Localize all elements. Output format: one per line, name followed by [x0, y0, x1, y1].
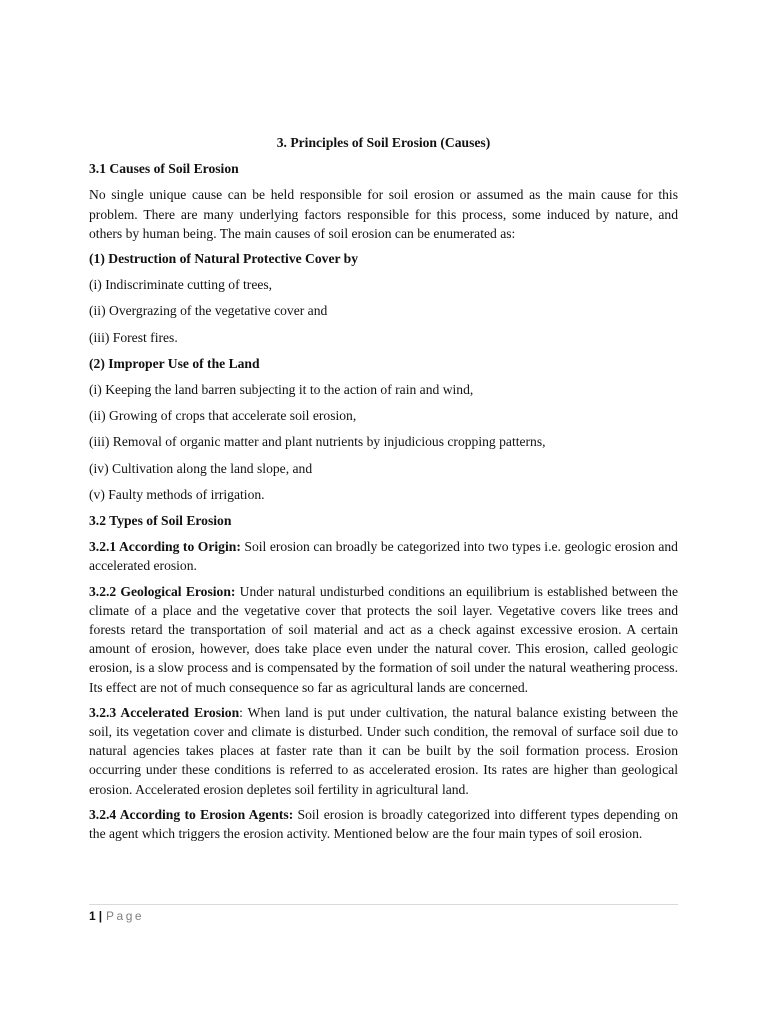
- section-heading-3-2: 3.2 Types of Soil Erosion: [89, 513, 232, 529]
- document-body: [89, 133, 678, 849]
- paragraph-text: Soil erosion is broadly categorized into different types depending on the agent which triggers the erosion activity. Mentioned below are the four main types of soil erosion.: [89, 806, 678, 842]
- footer-separator: |: [98, 909, 103, 923]
- paragraph-text: Soil erosion can broadly be categorized into two types i.e. geologic erosion and accelerated erosion.: [89, 539, 678, 574]
- paragraph-lead: 3.2.3 Accelerated Erosion: [89, 704, 240, 720]
- page-footer: [89, 904, 678, 924]
- cause-2-item: (ii) Growing of crops that accelerate soil erosion,: [89, 408, 357, 424]
- section-heading-3-1: 3.1 Causes of Soil Erosion: [89, 161, 239, 177]
- cause-1-item: (ii) Overgrazing of the vegetative cover and: [89, 303, 328, 319]
- paragraph-text: Under natural undisturbed conditions an equilibrium is established between the climate of a place and the vegetative cover that protects the soil layer. Vegetative covers like trees and forests retard the transportation of soil material and act as a check against excessive erosion. A certain amount of erosion, however, does take place even under the natural cover. This erosion, called geologic erosion, is a slow process and is compensated by the formation of soil under the natural weathering process. Its effect are not of much consequence so far as agricultural lands are concerned.: [89, 583, 678, 695]
- paragraph-lead: 3.2.2 Geological Erosion:: [89, 583, 236, 599]
- cause-2-item: (v) Faulty methods of irrigation.: [89, 486, 265, 502]
- paragraph-accelerated-erosion: [89, 703, 678, 799]
- document-title: 3. Principles of Soil Erosion (Causes): [276, 135, 491, 150]
- paragraph-erosion-agents: [89, 805, 678, 843]
- cause-1-item: (i) Indiscriminate cutting of trees,: [89, 277, 273, 293]
- cause-2-item: (iii) Removal of organic matter and plant nutrients by injudicious cropping patterns,: [89, 434, 546, 450]
- cause-2-item: (iv) Cultivation along the land slope, and: [89, 460, 313, 476]
- paragraph-according-to-origin: [89, 537, 678, 575]
- paragraph-text: : When land is put under cultivation, the natural balance existing between the soil, its vegetation cover and climate is disturbed. Under such condition, the removal of surface soil due to natural agencies takes places at faster rate than it can be built by the soil formation process. Erosion occurring under these conditions is referred to as accelerated erosion. Its rates are higher than geological erosion. Accelerated erosion depletes soil fertility in agricultural land.: [89, 704, 678, 797]
- page-label: Page: [106, 909, 145, 923]
- cause-1-item: (iii) Forest fires.: [89, 329, 178, 345]
- cause-2-item: (i) Keeping the land barren subjecting it to the action of rain and wind,: [89, 382, 474, 398]
- paragraph-geological-erosion: [89, 582, 678, 697]
- page-number: 1: [89, 909, 96, 923]
- paragraph-lead: 3.2.4 According to Erosion Agents:: [89, 806, 294, 822]
- paragraph-lead: 3.2.1 According to Origin:: [89, 539, 241, 555]
- cause-2-heading: (2) Improper Use of the Land: [89, 355, 260, 371]
- cause-1-heading: (1) Destruction of Natural Protective Cover by: [89, 251, 359, 267]
- section-3-1-intro: No single unique cause can be held responsible for soil erosion or assumed as the main cause for this problem. There are many underlying factors responsible for this process, some induced by nature, and others by human being. The main causes of soil erosion can be enumerated as:: [89, 187, 678, 241]
